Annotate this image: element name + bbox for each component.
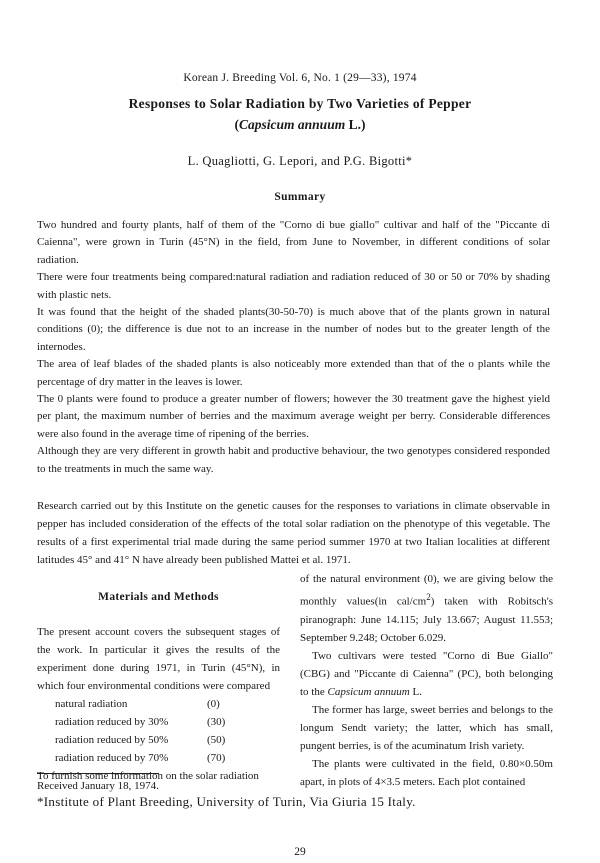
treatment-item (55, 713, 280, 731)
summary-paragraph: The 0 plants were found to produce a greater number of flowers; however the 30 treatment gave the highest yield per plant, the maximum number of berries and the maximum average weight per berry. Considerable differences were also found in the average time of ripening of the berries. (37, 393, 550, 440)
treatment-label: natural radiation (55, 698, 128, 710)
methods-paragraph-continued: To furnish some information on the solar radiation (37, 770, 259, 782)
varieties-paragraph: The former has large, sweet berries and belongs to the longum Sendt variety; the latter, which has small, pungent berries, is of the acuminatum Irish variety. (300, 703, 553, 752)
received-date: Received January 18, 1974. (37, 780, 159, 792)
treatment-list (55, 695, 280, 767)
summary-heading: Summary (274, 191, 326, 203)
treatment-label: radiation reduced by 30% (55, 716, 169, 728)
treatment-code: (50) (207, 734, 226, 746)
methods-heading: Materials and Methods (98, 591, 219, 603)
journal-citation: Korean J. Breeding Vol. 6, No. 1 (29—33), 1974 (183, 72, 417, 84)
treatment-code: (0) (207, 698, 220, 710)
cultivation-paragraph: The plants were cultivated in the field, 0.80×0.50m apart, in plots of 4×3.5 meters. Each plot contained (300, 757, 553, 788)
left-column (37, 588, 280, 785)
treatment-item (55, 695, 280, 713)
cultivars-text-b: L. (409, 685, 422, 698)
treatment-code: (30) (207, 716, 226, 728)
right-column (300, 570, 553, 791)
footnote-rule (37, 773, 159, 774)
introduction (37, 497, 550, 569)
subtitle-species: Capsicum annuum (239, 117, 346, 132)
summary-paragraph: The area of leaf blades of the shaded plants is also noticeably more extended than that of the o plants while the percentage of dry matter in the leaves is lower. (37, 358, 550, 388)
radiation-values-paragraph (300, 570, 553, 647)
page-number: 29 (294, 846, 306, 858)
cultivars-paragraph (300, 647, 553, 701)
cultivars-species: Capsicum annuum (327, 685, 410, 698)
treatment-item (55, 749, 280, 767)
radiation-text-b: ) taken with Robitsch's piranograph: June 14.115; July 13.667; August 11.553; September 9.248; October 6.029. (300, 595, 553, 644)
authors: L. Quagliotti, G. Lepori, and P.G. Bigotti* (187, 154, 413, 168)
cultivars-text-a: Two cultivars were tested "Corno di Bue Giallo" (CBG) and "Piccante di Caienna" (PC), both belonging to the (300, 649, 553, 698)
subtitle-close: L.) (345, 117, 366, 132)
affiliation-footnote: *Institute of Plant Breeding, University of Turin, Via Giuria 15 Italy. (37, 794, 416, 809)
methods-paragraph: The present account covers the subsequent stages of the work. In particular it gives the results of the experiment done during 1971, in Turin (45°N), in which four environmental conditions were compared (37, 626, 280, 692)
subtitle-open: ( (234, 117, 240, 132)
treatment-label: radiation reduced by 70% (55, 752, 169, 764)
treatment-code: (70) (207, 752, 226, 764)
intro-paragraph: Research carried out by this Institute on the genetic causes for the responses to variations in climate observable in pepper has included consideration of the effects of the total solar radiation on the phenotype of this vegetable. The results of a first experimental trial made during the same period summer 1970 at two Italian localities at different latitudes 45° and 41° N have already been published Mattei et al. 1971. (37, 500, 550, 566)
paper-title: Responses to Solar Radiation by Two Varieties of Pepper (128, 96, 472, 111)
paper-subtitle (0, 117, 600, 133)
superscript-two: 2 (426, 592, 431, 602)
summary-paragraph: Although they are very different in growth habit and productive behaviour, the two genotypes considered responded to the treatments in much the same way. (37, 445, 550, 475)
summary-section (37, 217, 550, 478)
treatment-label: radiation reduced by 50% (55, 734, 169, 746)
radiation-text-a: of the natural environment (0), we are giving below the monthly values(in cal/cm (300, 573, 553, 608)
summary-paragraph: There were four treatments being compared:natural radiation and radiation reduced of 30 or 50 or 70% by shading with plastic nets. (37, 271, 550, 301)
summary-paragraph: Two hundred and fourty plants, half of them of the "Corno di bue giallo" cultivar and half of the "Piccante di Caienna", were grown in Turin (45°N) in the field, from June to November, in different conditions of solar radiation. (37, 219, 550, 266)
treatment-item (55, 731, 280, 749)
summary-paragraph: It was found that the height of the shaded plants(30-50-70) is much above that of the plants grown in natural conditions (0); the difference is due not to an increase in the number of nodes but to the greater length of the internodes. (37, 306, 550, 353)
